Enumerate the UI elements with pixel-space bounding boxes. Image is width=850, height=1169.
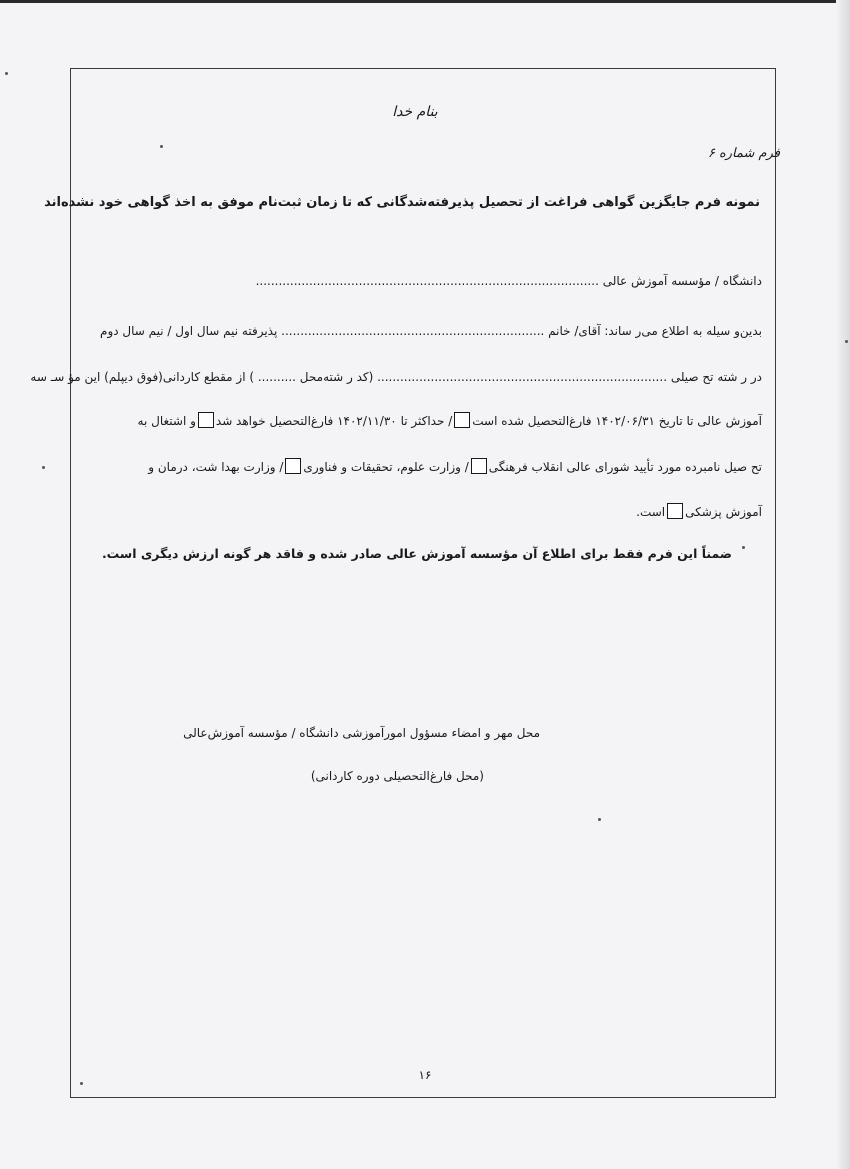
basmala-heading: بنام خدا: [392, 104, 438, 120]
will-graduate-checkbox[interactable]: [198, 412, 214, 428]
approval-line: [148, 458, 762, 474]
signature-label: محل مهر و امضاء مسؤول امورآموزشی دانشگاه / مؤسسه آموزش‌عالی: [183, 726, 540, 740]
medical-education-line: [636, 503, 762, 519]
ministry-health-text: / وزارت بهدا شت، درمان و: [148, 460, 284, 474]
form-title: نمونه فرم جایگزین گواهی فراغت از تحصیل پذیرفته‌شدگانی که تا زمان ثبت‌نام موفق به اخذ گواهی خود نشده‌اند: [44, 195, 760, 210]
disclaimer-note: ضمناً این فرم فقط برای اطلاع آن مؤسسه آموزش عالی صادر شده و فاقد هر گونه ارزش دیگری است.: [101, 546, 732, 561]
page-border: [70, 68, 776, 1098]
scan-speck: [742, 546, 745, 549]
scan-speck: [42, 466, 45, 469]
scan-speck: [160, 145, 163, 148]
scan-speck: [598, 818, 601, 821]
line-end-text: است.: [636, 505, 666, 519]
applicant-line: بدین‌و سیله به اطلاع می‌ر ساند: آقای/ خانم ..................................................................... پذیرفته نیم سال اول / نیم سال دوم: [100, 324, 762, 338]
medical-education-text: آموزش پزشکی: [685, 505, 762, 519]
scan-shadow: [836, 0, 850, 1169]
ministry-health-checkbox[interactable]: [667, 503, 683, 519]
cultural-council-text: تح صیل نامبرده مورد تأیید شورای عالی انقلاب فرهنگی: [488, 460, 762, 474]
university-line: دانشگاه / مؤسسه آموزش عالی ..........................................................................................: [255, 274, 762, 288]
scan-speck: [5, 72, 8, 75]
page-number: ۱۶: [418, 1068, 432, 1082]
graduation-date-text: آموزش عالی تا تاریخ ۱۴۰۲/۰۶/۳۱ فارغ‌التحصیل شده است: [472, 414, 762, 428]
scan-speck: [845, 340, 848, 343]
graduation-deadline-text: / حداکثر تا ۱۴۰۲/۱۱/۳۰ فارغ‌التحصیل خواهد شد: [215, 414, 453, 428]
signature-sublabel: (محل فارغ‌التحصیلی دوره کاردانی): [310, 769, 484, 783]
graduation-line: [138, 412, 762, 428]
field-of-study-line: در ر شته تح صیلی ............................................................................ (کد ر شته‌محل .......... ) از مقطع کاردانی(فوق دیپلم) این مؤ سـ سه: [30, 370, 762, 384]
ministry-science-checkbox[interactable]: [285, 458, 301, 474]
ministry-science-text: / وزارت علوم، تحقیقات و فناوری: [303, 460, 469, 474]
study-continuation-text: و اشتغال به: [137, 414, 196, 428]
graduated-checkbox[interactable]: [454, 412, 470, 428]
form-number: فرم شماره ۶: [707, 146, 780, 161]
scan-edge: [0, 0, 850, 3]
cultural-council-checkbox[interactable]: [471, 458, 487, 474]
scan-speck: [80, 1082, 83, 1085]
